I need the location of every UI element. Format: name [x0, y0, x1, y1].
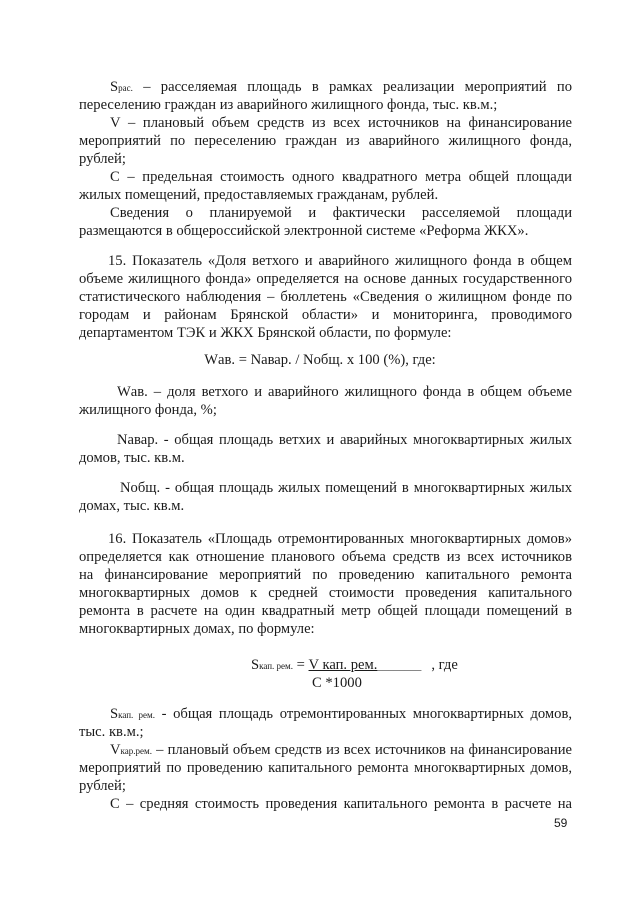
text-line: объеме жилищного фонда» определяется на основе данных государственного — [79, 271, 572, 287]
formula-blank: ________ — [377, 660, 422, 672]
text-line: домов, тыс. кв.м. — [79, 450, 185, 466]
definition-text: - общая площадь отремонтированных многоквартирных домов, — [154, 706, 572, 722]
equals-sign: = — [293, 657, 309, 673]
item-16-heading: 16. Показатель «Площадь отремонтированных многоквартирных домов» — [108, 531, 572, 547]
definition-c-kap: С – средняя стоимость проведения капитального ремонта в расчете на — [110, 796, 572, 812]
definition-text: – расселяемая площадь в рамках реализации мероприятий по — [132, 79, 572, 95]
page-number: 59 — [554, 816, 568, 830]
text-line: на финансирование мероприятий по проведению капитального ремонта — [79, 567, 572, 583]
definition-s-kap — [110, 705, 572, 724]
definition-nobsch: Nобщ. - общая площадь жилых помещений в многоквартирных жилых — [120, 480, 572, 496]
text-line: рублей; — [79, 151, 126, 167]
definition-s-ras — [110, 78, 572, 97]
formula-numerator: V кап. рем. — [308, 657, 378, 673]
definition-text: – плановый объем средств из всех источников на финансирование — [151, 742, 572, 758]
definition-c: С – предельная стоимость одного квадратного метра общей площади — [110, 169, 572, 185]
text-line: тыс. кв.м.; — [79, 724, 144, 740]
text-line: определяется как отношение планового объема средств из всех источников — [79, 549, 572, 565]
symbol-s: S — [110, 706, 119, 722]
formula-wav: Wав. = Nавар. / Nобщ. х 100 (%), где: — [204, 352, 436, 368]
text-line: ремонта в расчете на один квадратный метр общей площади помещений в — [79, 603, 572, 619]
definition-v-kap — [110, 741, 572, 760]
definition-wav: Wав. – доля ветхого и аварийного жилищного фонда в общем объеме — [117, 384, 572, 400]
symbol-v: V — [110, 742, 121, 758]
text-line: жилых помещений, предоставляемых гражданам, рублей. — [79, 187, 439, 203]
formula-where: , где — [431, 657, 458, 673]
symbol-s: S — [110, 79, 119, 95]
text-line: многоквартирных домов к средней стоимости проведения капитального — [79, 585, 572, 601]
text-line: мероприятий по проведению капитального ремонта многоквартирных домов, — [79, 760, 572, 776]
item-15-heading: 15. Показатель «Доля ветхого и аварийного жилищного фонда в общем — [108, 253, 572, 269]
text-line: статистического наблюдения – бюллетень «Сведения о жилищном фонде по — [79, 289, 572, 305]
text-line: рублей; — [79, 778, 126, 794]
definition-navar: Nавар. - общая площадь ветхих и аварийных многоквартирных жилых — [117, 432, 572, 448]
text-line: переселению граждан из аварийного жилищного фонда, тыс. кв.м.; — [79, 97, 498, 113]
symbol-s: S — [251, 657, 260, 673]
text-line: жилищного фонда, %; — [79, 402, 217, 418]
text-line: мероприятий по переселению граждан из аварийного жилищного фонда, — [79, 133, 572, 149]
text-line: департаментом ТЭК и ЖКХ Брянской области, по формуле: — [79, 325, 452, 341]
text-line: городам и районам Брянской области» и мониторинга, проводимого — [79, 307, 572, 323]
subscript: кап. рем. — [259, 661, 293, 671]
formula-denominator: С *1000 — [312, 675, 362, 691]
text-line: размещаются в общероссийской электронной системе «Реформа ЖКХ». — [79, 223, 529, 239]
subscript: кап. рем. — [118, 710, 155, 720]
definition-v: V – плановый объем средств из всех источников на финансирование — [110, 115, 572, 131]
paragraph-info: Сведения о планируемой и фактически расселяемой площади — [110, 205, 572, 221]
formula-numerator-line — [251, 657, 458, 674]
text-line: домах, тыс. кв.м. — [79, 498, 185, 514]
text-line: многоквартирных домах, по формуле: — [79, 621, 315, 637]
subscript: кар.рем. — [120, 746, 152, 756]
subscript: рас. — [118, 83, 133, 93]
